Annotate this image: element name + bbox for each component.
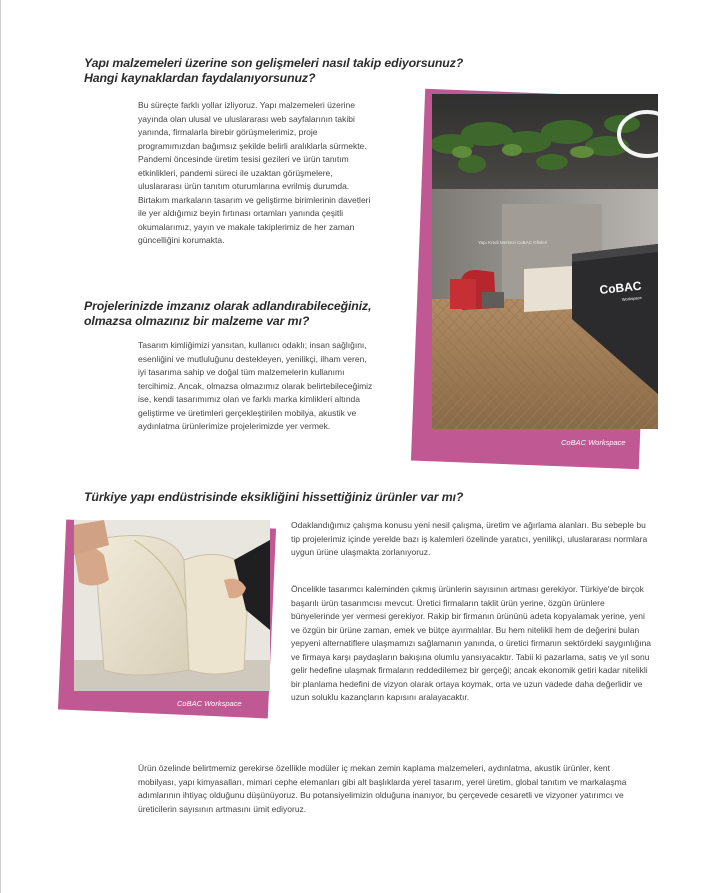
section1-heading-line2: Hangi kaynaklardan faydalanıyorsunuz?	[84, 71, 316, 85]
section1-paragraph: Bu süreçte farklı yollar izliyoruz. Yapı malzemeleri üzerine yayında olan ulusal ve uluslararası web sayfalarının takibi yanında, firmalarla birebir görüşmelerimiz, proje programımızdan bağımsız şekilde belirli aralıklarla sürmekte. Pandemi öncesinde üretim tesisi gezileri ve ürün tanıtım etkinlikleri, pandemi süreci ile uzaktan görüşmelere, uluslararası ürün tanıtım oturumlarına evrilmiş durumda. Birtakım markaların tasarım ve geliştirme birimlerinin davetleri ile yer aldığımız beyin fırtınası ortamları yanında çeşitli okumalarımız, yayın ve makale takiplerimiz de her zaman güncelliğini korumakta.	[138, 100, 371, 245]
section2-heading	[84, 299, 414, 329]
workshop-photo	[74, 520, 270, 691]
office-photo-illustration	[432, 94, 658, 429]
office-photo	[432, 94, 658, 429]
section1-heading	[84, 56, 504, 86]
section3-paragraph2: Öncelikle tasarımcı kaleminden çıkmış ürünlerin sayısının artması gerekiyor. Türkiye'de birçok başarılı ürün tasarımcısı mevcut. Üretici firmaların taklit ürün yerine, özgün ürünlere bünyelerinde yer vermesi gerekiyor. Rakip bir firmanın ürününü adeta kopyalamak yerine, yeni ve özgün bir ürüne zaman, emek ve bütçe ayırmalılar. Bu hem nitelikli hem de değerini bulan yepyeni alternatiflere ulaşmamızı sağlamanın yanında, o üretici firmanın sektördeki saygınlığına ve firmaya karşı paydaşların bakışına olumlu yansıyacaktır. Tabii ki pazarlama, satış ve yıl sonu gelir hedefine ulaşmak firmaların reddedilemez bir gerçeği; ancak ekonomik getiri kadar nitelikli bir planlama hedefini de vizyon olarak ortaya koymak, orta ve uzun vadede daha değerlidir ve uzun soluklu kazançların kapısını aralayacaktır.	[291, 584, 652, 702]
cobac-logo-subtext: Workspace	[621, 294, 642, 302]
section1-heading-line1: Yapı malzemeleri üzerine son gelişmeleri nasıl takip ediyorsunuz?	[84, 56, 464, 70]
section2-paragraph: Tasarım kimliğimizi yansıtan, kullanıcı odaklı; insan sağlığını, esenliğini ve mutluluğunu destekleyen, yenilikçi, ilham veren, iyi tasarıma sahip ve doğal tüm malzemelerin kullanımı tercihimiz. Ancak, olmazsa olmazımız olarak belirtebileceğimiz ise, kendi tasarımımız olan ve farklı marka kimlikleri altında geliştirme ve üretimleri gerçekleştirilen mobilya, akustik ve aydınlatma ürünlerimize projelerimizde yer vermek.	[138, 340, 373, 431]
cobac-logo-text: CoBAC	[598, 278, 643, 297]
section3-heading: Türkiye yapı endüstrisinde eksikliğini hissettiğiniz ürünler var mı?	[84, 490, 464, 504]
office-wall-sign: Yapı Kredi Merkezi CoBAC Ofisleri	[478, 240, 548, 245]
section2-heading-line2: olmazsa olmazınız bir malzeme var mı?	[84, 314, 310, 328]
section3-paragraph1: Odaklandığımız çalışma konusu yeni nesil çalışma, üretim ve ağırlama alanları. Bu sebeple bu tip projelerimiz içinde yerelde bazı iş kalemleri özelinde yaratıcı, yenilikçi, uluslararası normlara uygun ürüne ulaşmakta zorlanıyoruz.	[291, 520, 648, 557]
figure-office-caption: CoBAC Workspace	[561, 438, 626, 447]
figure-workshop-caption: CoBAC Workspace	[177, 699, 242, 708]
page-edge-line	[0, 0, 1, 893]
section3-paragraph3: Ürün özelinde belirtmemiz gerekirse özellikle modüler iç mekan zemin kaplama malzemeleri, aydınlatma, akustik ürünler, kent mobilyası, yapı kimyasalları, mimari cephe elemanları gibi alt başlıklarda yerel tasarım, yerel üretim, global tanıtım ve markalaşma adımlarının ihtiyaç olduğunu düşünüyoruz. Bu potansiyelimizin olduğuna inanıyor, bu çerçevede cesaretli ve vizyoner yatırımcı ve üreticilerin sayısının artmasını ümit ediyoruz.	[138, 763, 627, 814]
workshop-photo-illustration	[74, 520, 270, 691]
section2-heading-line1: Projelerinizde imzanız olarak adlandırabileceğiniz,	[84, 299, 372, 313]
